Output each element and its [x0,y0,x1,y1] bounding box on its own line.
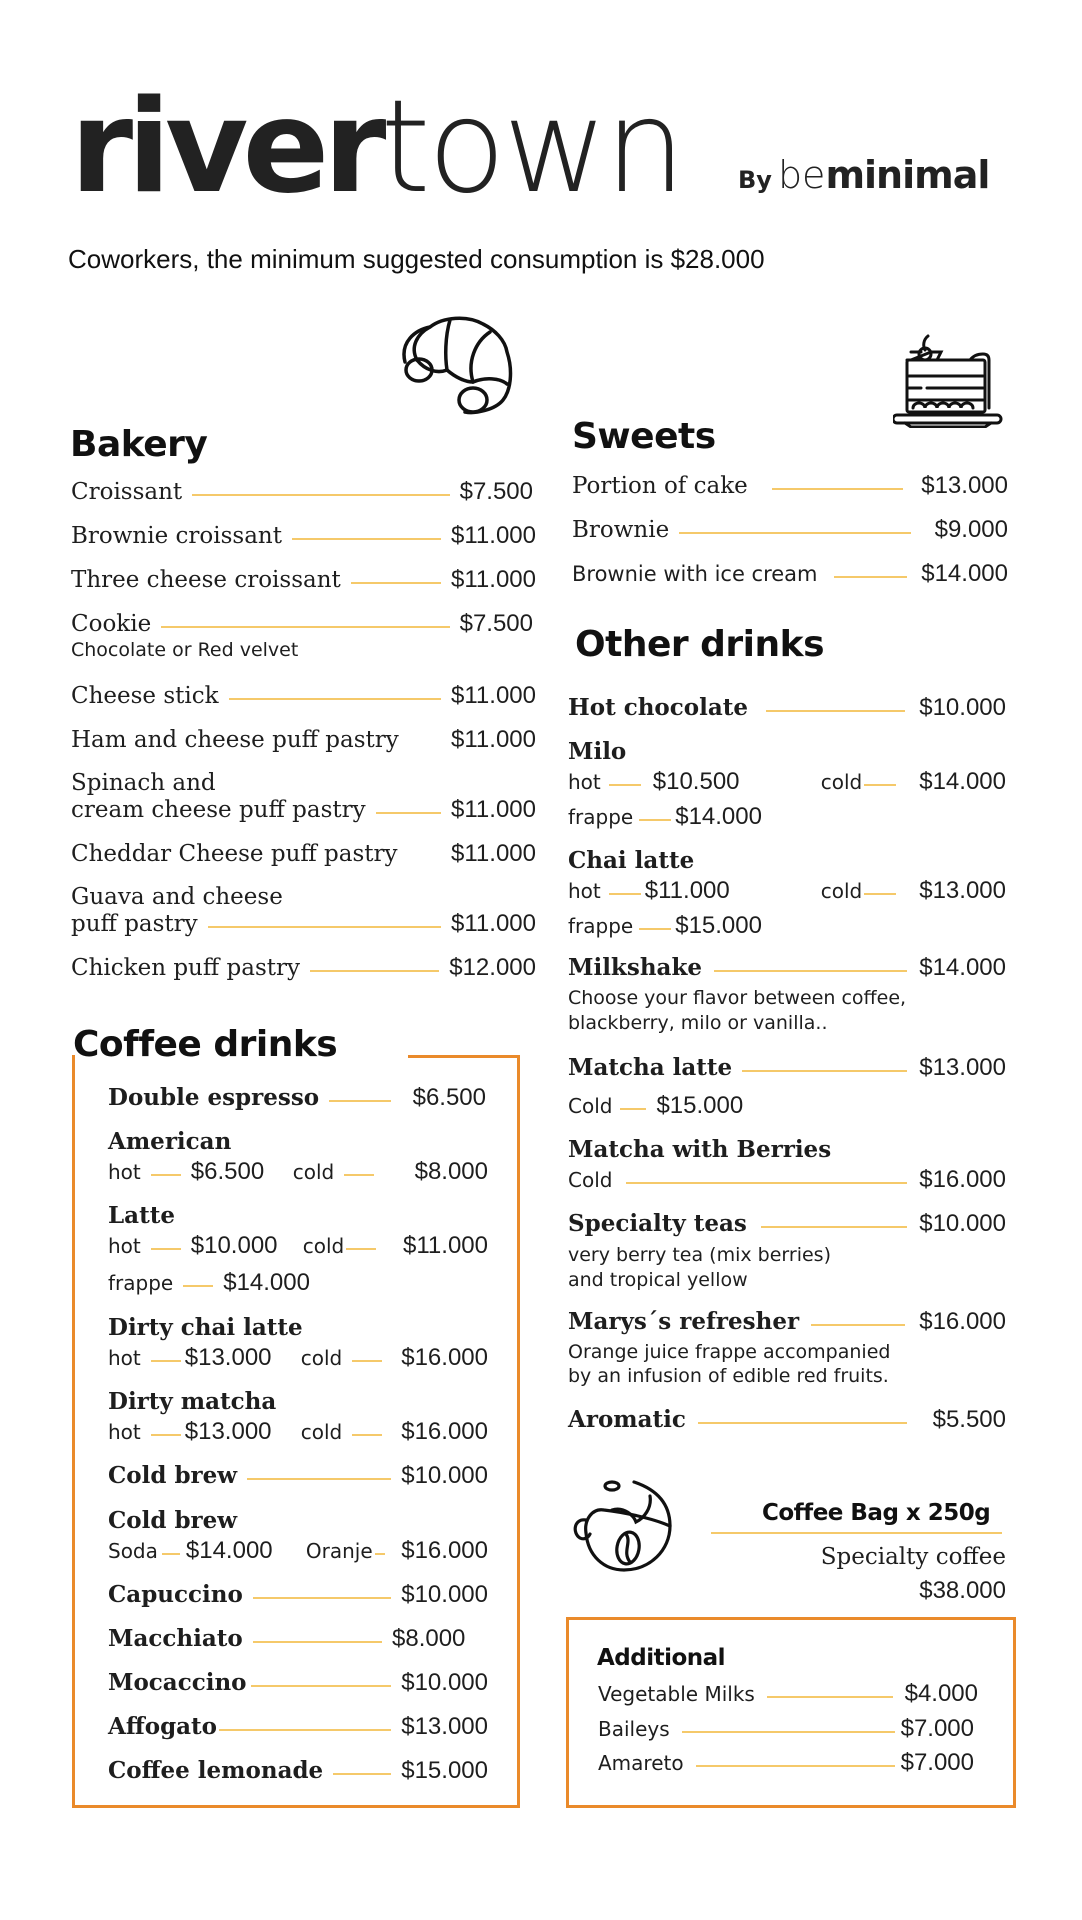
item-description: blackberry, milo or vanilla.. [568,1012,828,1034]
leader-line [251,1685,392,1687]
menu-item: Double espresso $6.500 [108,1084,486,1111]
leader-line [229,698,441,700]
coffee-cup-icon [572,1478,680,1576]
leader-line [208,926,441,928]
menu-item: Cheddar Cheese puff pastry $11.000 [71,840,536,867]
coffee-drinks-title: Coffee drinks [73,1024,338,1065]
leader-line [766,710,905,712]
menu-item: Baileys $7.000 [598,1715,974,1742]
leader-line [161,626,449,628]
menu-item: Aromatic $5.500 [568,1406,1006,1433]
item-name: Milo [568,738,627,765]
menu-item: Coffee lemonade $15.000 [108,1757,488,1784]
menu-item: Macchiato $8.000 [108,1625,466,1652]
menu-item: Portion of cake $13.000 [572,472,1008,499]
item-options: frappe $14.000 [568,803,762,830]
item-options: hot $11.000 cold $13.000 [568,877,1006,904]
item-description: Chocolate or Red velvet [71,639,299,661]
menu-item: Three cheese croissant $11.000 [71,566,536,593]
logo-bold-part: river [70,73,381,222]
leader-line [698,1422,907,1424]
coffee-box-top-border [408,1055,520,1058]
menu-item: Matcha latte $13.000 [568,1054,1006,1081]
item-description: Orange juice frappe accompanied [568,1341,891,1363]
leader-line [292,538,441,540]
leader-line [696,1765,895,1767]
menu-item: Milkshake $14.000 [568,954,1006,981]
item-name: Matcha with Berries [568,1136,832,1163]
coffee-bag-subtitle: Specialty coffee [820,1544,1006,1570]
leader-line [333,1773,391,1775]
item-description: very berry tea (mix berries) [568,1244,831,1266]
croissant-icon [395,312,517,417]
item-name: Dirty matcha [108,1388,277,1415]
item-options: frappe $14.000 [108,1269,310,1296]
other-drinks-title: Other drinks [575,624,825,665]
menu-item: Chicken puff pastry $12.000 [71,954,536,981]
logo-light-part: town [380,73,683,222]
item-name-line1: Guava and cheese [71,884,283,910]
tagline: Coworkers, the minimum suggested consumption is $28.000 [68,244,765,274]
menu-item: Croissant $7.500 [71,478,533,505]
item-description: and tropical yellow [568,1269,748,1291]
menu-item: puff pastry $11.000 [71,910,536,937]
item-name: Dirty chai latte [108,1314,303,1341]
item-options: hot $13.000 cold $16.000 [108,1344,488,1371]
menu-item: Mocaccino $10.000 [108,1669,488,1696]
item-name: Chai latte [568,847,695,874]
leader-line [811,1324,905,1326]
menu-item: Brownie with ice cream $14.000 [572,560,1008,587]
menu-item: Capuccino $10.000 [108,1581,488,1608]
item-name: American [108,1128,232,1155]
menu-item: Specialty teas $10.000 [568,1210,1006,1237]
menu-item: Cheese stick $11.000 [71,682,536,709]
beminimal-byline [738,153,990,197]
menu-item: Affogato $13.000 [108,1713,488,1740]
item-name-line1: Spinach and [71,770,216,796]
item-options: Soda $14.000 Oranje $16.000 [108,1537,488,1564]
leader-line [310,970,439,972]
leader-line [682,1731,895,1733]
coffee-bag-title: Coffee Bag x 250g [762,1500,991,1526]
leader-line [253,1641,382,1643]
menu-item: Marys´s refresher $16.000 [568,1308,1006,1335]
leader-line [834,576,908,578]
leader-line [192,494,449,496]
leader-line [742,1070,907,1072]
leader-line [219,1729,391,1731]
menu-item: cream cheese puff pastry $11.000 [71,796,536,823]
item-name: Latte [108,1202,175,1229]
menu-item: Cold brew $10.000 [108,1462,488,1489]
brand-light: be [777,153,826,197]
cake-slice-icon [893,330,1003,428]
menu-item: Amareto $7.000 [598,1749,974,1776]
leader-line [351,582,441,584]
item-description: by an infusion of edible red fruits. [568,1365,889,1387]
sweets-title: Sweets [572,416,716,457]
menu-item: Brownie croissant $11.000 [71,522,536,549]
menu-item: Ham and cheese puff pastry $11.000 [71,726,536,753]
item-options: frappe $15.000 [568,912,762,939]
menu-item: Hot chocolate $10.000 [568,694,1006,721]
bakery-title: Bakery [70,424,208,465]
item-options: Cold $16.000 [568,1166,1006,1193]
leader-line [679,532,910,534]
leader-line [772,488,903,490]
leader-line [767,1696,893,1698]
brand-bold: minimal [825,153,990,197]
leader-line [247,1478,391,1480]
leader-line [376,812,441,814]
menu-item: Cookie $7.500 [71,610,533,637]
coffee-bag-divider [711,1532,1002,1534]
leader-line [761,1226,907,1228]
coffee-bag-price: $38.000 [919,1577,1006,1604]
menu-item: Vegetable Milks $4.000 [598,1680,978,1707]
item-name: Cold brew [108,1507,238,1534]
leader-line [253,1597,391,1599]
item-options: hot $13.000 cold $16.000 [108,1418,488,1445]
item-description: Choose your flavor between coffee, [568,987,907,1009]
additional-title: Additional [597,1645,726,1671]
menu-item: Brownie $9.000 [572,516,1008,543]
item-options: hot $6.500 cold $8.000 [108,1158,488,1185]
leader-line [714,970,907,972]
leader-line [329,1100,390,1102]
item-options: Cold $15.000 [568,1092,744,1119]
byline-by: By [738,166,772,194]
rivertown-logo [70,73,683,222]
item-options: hot $10.000 cold $11.000 [108,1232,488,1259]
item-options: hot $10.500 cold $14.000 [568,768,1006,795]
